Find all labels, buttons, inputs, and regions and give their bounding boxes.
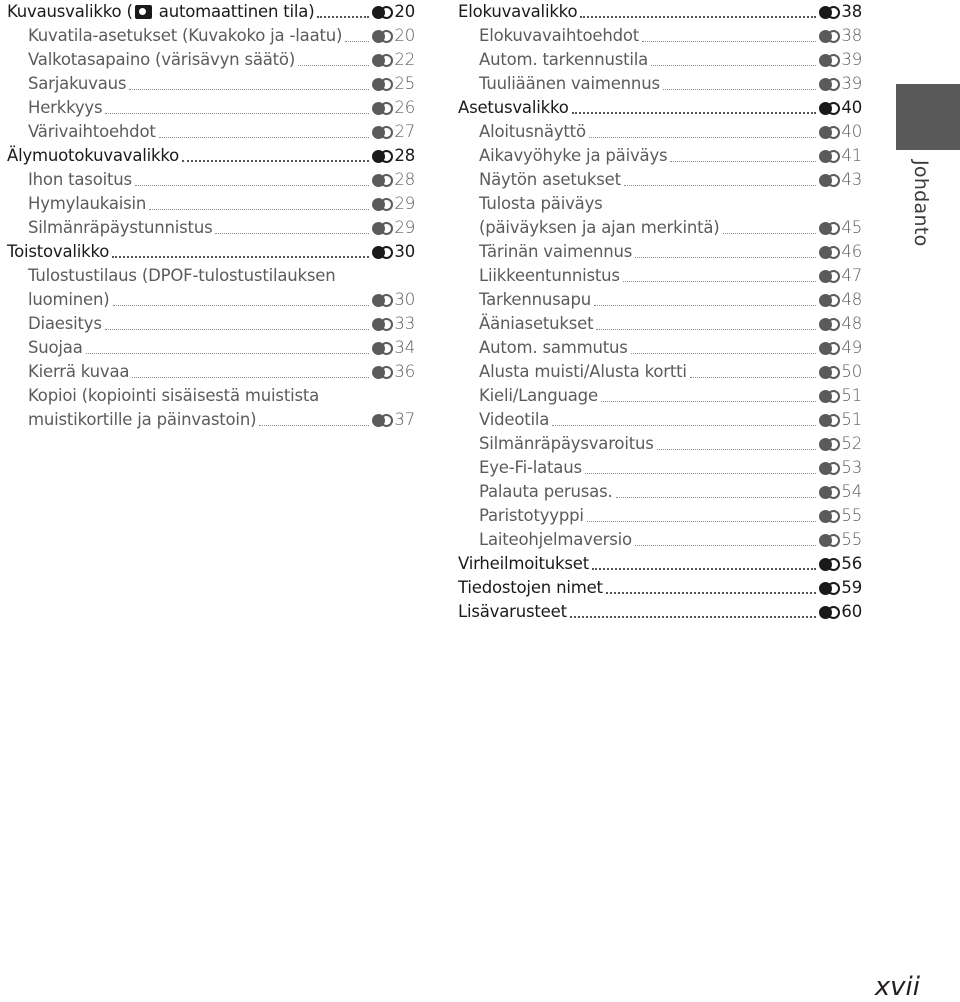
dot-leader [623, 281, 817, 282]
page-reference [819, 24, 862, 48]
page-number-ref: 50 [841, 362, 862, 381]
page-number-ref: 34 [394, 338, 415, 357]
reference-section-icon [819, 77, 840, 90]
dot-leader [132, 377, 369, 378]
page-reference [372, 360, 415, 384]
toc-entry-label: Aloitusnäyttö [479, 122, 586, 141]
page-number-ref: 20 [394, 26, 415, 45]
reference-section-icon [819, 125, 840, 138]
toc-entry-label: Tarkennusapu [479, 290, 591, 309]
dot-leader [572, 112, 817, 114]
toc-entry-label: Diaesitys [28, 314, 102, 333]
toc-entry-label: Videotila [479, 410, 550, 429]
page-reference [819, 240, 862, 264]
toc-subsection-entry[interactable] [458, 288, 862, 312]
page-number-ref: 28 [394, 146, 415, 165]
reference-section-icon [372, 293, 393, 306]
dot-leader [345, 41, 369, 42]
page-number-ref: 39 [841, 50, 862, 69]
reference-section-icon [819, 101, 840, 114]
toc-entry-label: Kuvatila-asetukset (Kuvakoko ja -laatu) [28, 26, 343, 45]
page-reference [372, 408, 415, 432]
toc-entry-label: Tulostustilaus (DPOF-tulostustilauksen [28, 266, 336, 285]
toc-subsection-entry[interactable] [458, 312, 862, 336]
dot-leader [723, 233, 817, 234]
reference-section-icon [372, 77, 393, 90]
page-number-ref: 48 [841, 290, 862, 309]
page-reference [372, 48, 415, 72]
toc-subsection-entry[interactable] [458, 48, 862, 72]
page-number-ref: 49 [841, 338, 862, 357]
toc-section-entry[interactable] [458, 0, 862, 24]
page-number-ref: 60 [841, 602, 862, 621]
toc-entry-label: Lisävarusteet [458, 602, 567, 621]
dot-leader [317, 16, 369, 18]
toc-entry-label: Tulosta päiväys [479, 194, 603, 213]
page-number-ref: 53 [841, 458, 862, 477]
reference-section-icon [819, 509, 840, 522]
page-reference [372, 24, 415, 48]
toc-subsection-entry[interactable] [458, 528, 862, 552]
page-number-ref: 26 [394, 98, 415, 117]
toc-subsection-entry[interactable] [458, 168, 862, 192]
toc-entry-label: Valkotasapaino (värisävyn säätö) [28, 50, 296, 69]
page-number-ref: 54 [841, 482, 862, 501]
reference-section-icon [819, 149, 840, 162]
page-reference [819, 336, 862, 360]
dot-leader [690, 377, 817, 378]
page-number-ref: 47 [841, 266, 862, 285]
page-number-ref: 55 [841, 530, 862, 549]
page-reference [819, 432, 862, 456]
toc-subsection-entry[interactable] [7, 360, 415, 384]
toc-entry-label: Alusta muisti/Alusta kortti [479, 362, 687, 381]
reference-section-icon [372, 245, 393, 258]
dot-leader [585, 473, 817, 474]
dot-leader [113, 305, 370, 306]
page-reference [372, 72, 415, 96]
reference-section-icon [819, 293, 840, 306]
toc-entry-label: Tuuliäänen vaimennus [479, 74, 660, 93]
page-reference [819, 264, 862, 288]
dot-leader [670, 161, 816, 162]
toc-entry-label: (päiväyksen ja ajan merkintä) [479, 218, 720, 237]
toc-entry-label: Liikkeentunnistus [479, 266, 620, 285]
dot-leader [570, 616, 817, 618]
toc-entry-label: Näytön asetukset [479, 170, 621, 189]
page-number-ref: 48 [841, 314, 862, 333]
dot-leader [596, 329, 816, 330]
page-reference [819, 168, 862, 192]
toc-entry-label: Kieli/Language [479, 386, 598, 405]
toc-subsection-entry[interactable] [458, 144, 862, 168]
reference-section-icon [819, 173, 840, 186]
toc-subsection-entry[interactable] [7, 168, 415, 192]
page-number-ref: 29 [394, 194, 415, 213]
toc-subsection-entry[interactable] [458, 504, 862, 528]
reference-section-icon [819, 29, 840, 42]
toc-subsection-entry[interactable] [7, 48, 415, 72]
toc-subsection-entry[interactable] [7, 336, 415, 360]
reference-section-icon [372, 365, 393, 378]
toc-subsection-entry[interactable] [7, 120, 415, 144]
reference-section-icon [819, 605, 840, 618]
page-number-ref: 20 [394, 2, 415, 21]
reference-section-icon [372, 5, 393, 18]
toc-subsection-entry[interactable] [458, 24, 862, 48]
page-reference [372, 0, 415, 24]
toc-subsection-entry[interactable] [458, 384, 862, 408]
dot-leader [651, 65, 816, 66]
dot-leader [86, 353, 370, 354]
page-number-ref: 40 [841, 98, 862, 117]
page-number-ref: 56 [841, 554, 862, 573]
toc-subsection-entry[interactable] [458, 240, 862, 264]
reference-section-icon [372, 149, 393, 162]
dot-leader [298, 65, 369, 66]
section-tab-label: Johdanto [910, 160, 932, 247]
dot-leader [105, 329, 370, 330]
reference-section-icon [819, 53, 840, 66]
toc-subsection-entry[interactable] [458, 120, 862, 144]
toc-section-entry[interactable] [458, 576, 862, 600]
toc-entry-label: Herkkyys [28, 98, 103, 117]
toc-section-entry[interactable] [7, 0, 415, 24]
page-reference [819, 480, 862, 504]
reference-section-icon [372, 173, 393, 186]
dot-leader [635, 257, 816, 258]
reference-section-icon [819, 437, 840, 450]
page-number-ref: 27 [394, 122, 415, 141]
page-reference [819, 576, 862, 600]
page-reference [372, 168, 415, 192]
section-tab-marker [896, 84, 960, 150]
reference-section-icon [819, 245, 840, 258]
toc-entry-label: Paristotyyppi [479, 506, 584, 525]
reference-section-icon [819, 533, 840, 546]
reference-section-icon [819, 269, 840, 282]
toc-right-column [458, 0, 862, 624]
page-reference [819, 216, 862, 240]
page-number-ref: 37 [394, 410, 415, 429]
dot-leader [601, 401, 816, 402]
toc-entry-label: Elokuvavaihtoehdot [479, 26, 640, 45]
dot-leader [594, 305, 816, 306]
page-reference [819, 72, 862, 96]
toc-subsection-entry[interactable] [7, 24, 415, 48]
toc-entry-label: Hymylaukaisin [28, 194, 147, 213]
page-reference [372, 144, 415, 168]
reference-section-icon [819, 485, 840, 498]
toc-entry-label: Suojaa [28, 338, 83, 357]
reference-section-icon [819, 341, 840, 354]
page-reference [372, 216, 415, 240]
toc-subsection-entry[interactable] [458, 432, 862, 456]
toc-entry-label: muistikortille ja päinvastoin) [28, 410, 257, 429]
reference-section-icon [819, 557, 840, 570]
page-reference [819, 312, 862, 336]
page-reference [819, 456, 862, 480]
toc-subsection-entry[interactable] [458, 480, 862, 504]
toc-left-column [7, 0, 415, 432]
toc-entry-label: Tiedostojen nimet [458, 578, 603, 597]
toc-entry-label: Värivaihtoehdot [28, 122, 156, 141]
toc-entry-label: Tärinän vaimennus [479, 242, 633, 261]
page-number-ref: 59 [841, 578, 862, 597]
dot-leader [587, 521, 817, 522]
toc-section-entry[interactable] [458, 600, 862, 624]
page-reference [819, 600, 862, 624]
toc-entry-line [7, 384, 415, 408]
toc-entry-label: Kopioi (kopiointi sisäisestä muistista [28, 386, 320, 405]
page-number-ref: 36 [394, 362, 415, 381]
toc-subsection-entry[interactable] [458, 264, 862, 288]
page-reference [819, 360, 862, 384]
page-number-ref: 43 [841, 170, 862, 189]
page-number-ref: 55 [841, 506, 862, 525]
dot-leader [642, 41, 816, 42]
page-number-ref: 46 [841, 242, 862, 261]
page-number-ref: 51 [841, 410, 862, 429]
toc-subsection-entry[interactable] [7, 216, 415, 240]
toc-entry-label: Asetusvalikko [458, 98, 569, 117]
toc-section-entry[interactable] [7, 144, 415, 168]
toc-entry-label [7, 0, 314, 24]
page-reference [819, 504, 862, 528]
toc-subsection-entry[interactable] [7, 408, 415, 432]
dot-leader [129, 89, 369, 90]
page-reference [819, 552, 862, 576]
page-number: xvii [874, 972, 920, 1002]
dot-leader [215, 233, 369, 234]
page-reference [372, 312, 415, 336]
page-number-ref: 28 [394, 170, 415, 189]
reference-section-icon [372, 317, 393, 330]
dot-leader [159, 137, 370, 138]
dot-leader [112, 256, 369, 258]
toc-entry-label: Aikavyöhyke ja päiväys [479, 146, 668, 165]
toc-subsection-entry[interactable] [458, 336, 862, 360]
toc-subsection-entry[interactable] [7, 312, 415, 336]
page-number-ref: 40 [841, 122, 862, 141]
toc-entry-label: Ääniasetukset [479, 314, 594, 333]
dot-leader [135, 185, 369, 186]
reference-section-icon [819, 461, 840, 474]
dot-leader [624, 185, 817, 186]
dot-leader [182, 160, 369, 162]
page-number-ref: 22 [394, 50, 415, 69]
toc-section-entry[interactable] [458, 96, 862, 120]
page-reference [372, 288, 415, 312]
toc-entry-label: Elokuvavalikko [458, 2, 578, 21]
toc-subsection-entry[interactable] [458, 360, 862, 384]
dot-leader [592, 568, 816, 570]
page-reference [819, 120, 862, 144]
dot-leader [259, 425, 369, 426]
toc-entry-label: Älymuotokuvavalikko [7, 146, 180, 165]
page-number-ref: 30 [394, 290, 415, 309]
toc-entry-label: luominen) [28, 290, 110, 309]
page-reference [819, 48, 862, 72]
page-reference [372, 96, 415, 120]
reference-section-icon [372, 29, 393, 42]
dot-leader [663, 89, 817, 90]
toc-subsection-entry[interactable] [458, 456, 862, 480]
page-reference [819, 384, 862, 408]
reference-section-icon [819, 221, 840, 234]
page-reference [372, 192, 415, 216]
toc-subsection-entry[interactable] [7, 192, 415, 216]
reference-section-icon [372, 125, 393, 138]
toc-entry-line [7, 264, 415, 288]
page-reference [819, 96, 862, 120]
page-reference [372, 240, 415, 264]
toc-entry-label: Silmänräpäystunnistus [28, 218, 213, 237]
reference-section-icon [372, 341, 393, 354]
dot-leader [616, 497, 817, 498]
reference-section-icon [372, 197, 393, 210]
page-number-ref: 30 [394, 242, 415, 261]
reference-section-icon [819, 413, 840, 426]
reference-section-icon [819, 5, 840, 18]
toc-entry-label: Ihon tasoitus [28, 170, 132, 189]
toc-section-entry[interactable] [7, 240, 415, 264]
page-number-ref: 52 [841, 434, 862, 453]
toc-subsection-entry[interactable] [7, 96, 415, 120]
page-number-ref: 45 [841, 218, 862, 237]
dot-leader [105, 113, 369, 114]
toc-entry-line [458, 192, 862, 216]
reference-section-icon [372, 413, 393, 426]
toc-subsection-entry[interactable] [458, 408, 862, 432]
page-reference [819, 528, 862, 552]
page-number-ref: 38 [841, 26, 862, 45]
toc-entry-label: Toistovalikko [7, 242, 110, 261]
page-number-ref: 25 [394, 74, 415, 93]
dot-leader [149, 209, 369, 210]
toc-section-entry[interactable] [458, 552, 862, 576]
toc-entry-label: Eye-Fi-lataus [479, 458, 582, 477]
page-number-ref: 38 [841, 2, 862, 21]
page-number-ref: 33 [394, 314, 415, 333]
dot-leader [552, 425, 816, 426]
toc-entry-label: Autom. sammutus [479, 338, 628, 357]
toc-entry-label-part: Kuvausvalikko ( [7, 2, 133, 21]
dot-leader [589, 137, 817, 138]
dot-leader [606, 592, 817, 594]
dot-leader [580, 16, 816, 18]
page-reference [819, 0, 862, 24]
page-reference [819, 144, 862, 168]
camera-auto-mode-icon [135, 5, 152, 19]
toc-entry-label-part: automaattinen tila) [153, 2, 315, 21]
page-reference [372, 120, 415, 144]
toc-entry-label: Sarjakuvaus [28, 74, 127, 93]
toc-subsection-entry[interactable] [458, 72, 862, 96]
toc-subsection-entry[interactable] [458, 216, 862, 240]
toc-subsection-entry[interactable] [7, 72, 415, 96]
reference-section-icon [819, 389, 840, 402]
reference-section-icon [372, 221, 393, 234]
reference-section-icon [819, 365, 840, 378]
page-number-ref: 41 [841, 146, 862, 165]
page-number-ref: 39 [841, 74, 862, 93]
reference-section-icon [372, 101, 393, 114]
dot-leader [657, 449, 817, 450]
toc-entry-label: Virheilmoitukset [458, 554, 590, 573]
page-reference [372, 336, 415, 360]
toc-entry-label: Kierrä kuvaa [28, 362, 130, 381]
dot-leader [635, 545, 816, 546]
reference-section-icon [372, 53, 393, 66]
toc-subsection-entry[interactable] [7, 288, 415, 312]
toc-entry-label: Silmänräpäysvaroitus [479, 434, 654, 453]
page-number-ref: 51 [841, 386, 862, 405]
toc-entry-label: Laiteohjelmaversio [479, 530, 632, 549]
page-reference [819, 408, 862, 432]
page-number-ref: 29 [394, 218, 415, 237]
reference-section-icon [819, 317, 840, 330]
page-reference [819, 288, 862, 312]
dot-leader [631, 353, 817, 354]
reference-section-icon [819, 581, 840, 594]
toc-entry-label: Autom. tarkennustila [479, 50, 649, 69]
toc-entry-label: Palauta perusas. [479, 482, 613, 501]
